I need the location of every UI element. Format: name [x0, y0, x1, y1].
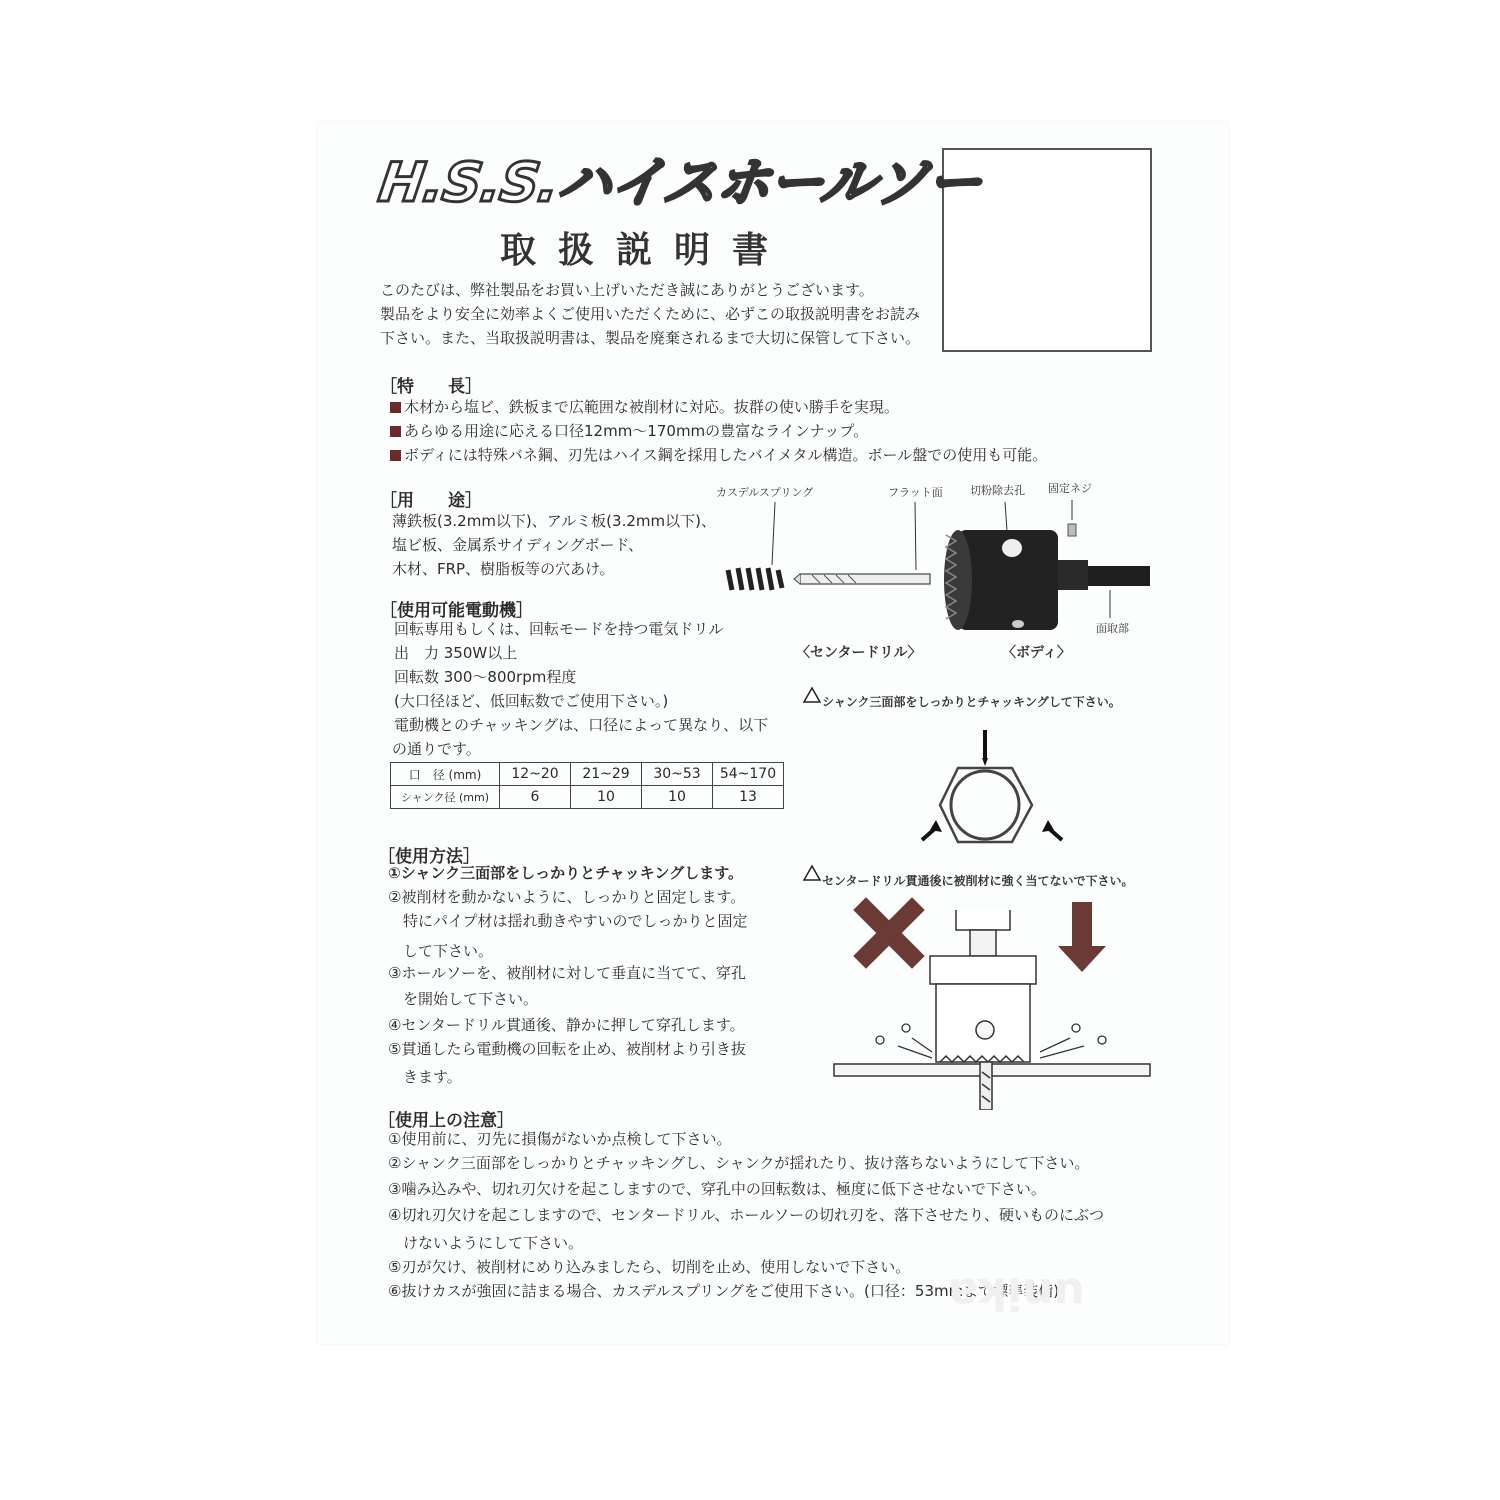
caption-center-drill: 〈センタードリル〉	[796, 645, 922, 661]
machine-line: の通りです。	[392, 740, 481, 758]
intro-line: 製品をより安全に効率よくご使用いただくために、必ずこの取扱説明書をお読み	[380, 305, 921, 323]
machine-line: 回転専用もしくは、回転モードを持つ電気ドリル	[394, 620, 724, 638]
brand-logo-watermark: unika	[948, 1268, 1085, 1319]
method-line: ③ホールソーを、被削材に対して垂直に当てて、穿孔	[388, 964, 746, 982]
intro-line: 下さい。また、当取扱説明書は、製品を廃棄されるまで大切に保管して下さい。	[380, 329, 921, 347]
table-cell: 10	[642, 786, 713, 809]
label-spring: カスデルスプリング	[716, 486, 814, 499]
machine-line: (大口径ほど、低回転数でご使用下さい。)	[394, 692, 669, 710]
caution-line: けないようにして下さい。	[388, 1234, 584, 1252]
table-cell: 54~170	[713, 763, 784, 786]
usage-line: 塩ビ板、金属系サイディングボード、	[392, 536, 644, 554]
bullet-icon	[390, 402, 401, 413]
intro-line: このたびは、弊社製品をお買い上げいただき誠にありがとうございます。	[380, 281, 874, 299]
table-row-label: 口 径 (mm)	[391, 763, 500, 786]
machine-line: 回転数 300～800rpm程度	[394, 668, 577, 686]
machine-line: 出 力 350W以上	[394, 644, 518, 662]
bullet-icon	[390, 426, 401, 437]
table-cell: 30~53	[642, 763, 713, 786]
caution-line: ④切れ刃欠けを起こしますので、センタードリル、ホールソーの切れ刃を、落下させたり、硬いものにぶつ	[388, 1206, 1105, 1224]
method-line: を開始して下さい。	[388, 990, 539, 1008]
usage-line: 薄鉄板(3.2mm以下)、アルミ板(3.2mm以下)、	[392, 512, 716, 530]
warning-icon	[804, 688, 820, 702]
warning-icon	[804, 866, 820, 880]
warning-breakthrough: センタードリル貫通後に被削材に強く当てないで下さい。	[822, 874, 1134, 888]
table-cell: 21~29	[571, 763, 642, 786]
product-title: H.S.S.ハイスホールソー	[375, 151, 985, 214]
label-chip-hole: 切粉除去孔	[970, 484, 1025, 497]
method-line: きます。	[388, 1068, 462, 1086]
caution-line: ①使用前に、刃先に損傷がないか点検して下さい。	[388, 1130, 732, 1148]
label-set-screw: 固定ネジ	[1048, 482, 1092, 495]
usage-line: 木材、FRP、樹脂板等の穴あけ。	[392, 560, 615, 578]
method-line: ①シャンク三面部をしっかりとチャッキングします。	[388, 864, 744, 882]
table-row-label: シャンク径 (mm)	[391, 786, 500, 809]
label-chamfer: 面取部	[1096, 622, 1129, 635]
method-line: ④センタードリル貫通後、静かに押して穿孔します。	[388, 1016, 745, 1034]
document-subtitle: 取扱説明書	[500, 230, 791, 271]
method-line: ⑤貫通したら電動機の回転を止め、被削材より引き抜	[388, 1040, 746, 1058]
spring-icon	[728, 568, 782, 590]
method-line: して下さい。	[388, 942, 494, 960]
holesaw-body-icon	[944, 524, 1150, 630]
caution-line: ②シャンク三面部をしっかりとチャッキングし、シャンクが揺れたり、抜け落ちないようにして下さい。	[388, 1154, 1090, 1172]
bullet-icon	[390, 450, 401, 461]
usage-heading: ［用 途］	[380, 491, 482, 511]
features-heading: ［特 長］	[380, 377, 482, 397]
prohibited-x-icon	[866, 910, 912, 956]
method-heading: ［使用方法］	[378, 847, 480, 867]
label-flat: フラット面	[888, 486, 943, 499]
machine-line: 電動機とのチャッキングは、口径によって異なり、以下	[394, 716, 769, 734]
feature-item: あらゆる用途に応える口径12mm～170mmの豊富なラインナップ。	[390, 424, 868, 439]
holesaw-diagram	[700, 490, 1170, 1110]
method-line: 特にパイプ材は揺れ動きやすいのでしっかりと固定	[388, 912, 748, 930]
caution-line: ⑥抜けカスが強固に詰まる場合、カスデルスプリングをご使用下さい。(口径：53mmまで標準装備)	[388, 1282, 1060, 1300]
table-cell: 13	[713, 786, 784, 809]
caution-line: ⑤刃が欠け、被削材にめり込みましたら、切削を止め、使用しないで下さい。	[388, 1258, 911, 1276]
table-cell: 12~20	[500, 763, 571, 786]
method-line: ②被削材を動かないように、しっかりと固定します。	[388, 888, 746, 906]
feature-item: ボディには特殊バネ鋼、刃先はハイス鋼を採用したバイメタル構造。ボール盤での使用も可能。	[390, 448, 1047, 463]
shank-hexagon-icon	[940, 768, 1032, 842]
feature-item: 木材から塩ビ、鉄板まで広範囲な被削材に対応。抜群の使い勝手を実現。	[390, 400, 899, 415]
caution-line: ③噛み込みや、切れ刃欠けを起こしますので、穿孔中の回転数は、極度に低下させないで下さい。	[388, 1180, 1046, 1198]
table-cell: 6	[500, 786, 571, 809]
warning-chucking: シャンク三面部をしっかりとチャッキングして下さい。	[822, 695, 1121, 709]
machines-heading: ［使用可能電動機］	[380, 601, 533, 621]
caption-body: 〈ボディ〉	[1002, 645, 1071, 661]
center-drill-icon	[794, 574, 930, 584]
table-cell: 10	[571, 786, 642, 809]
down-arrow-icon	[1058, 902, 1106, 972]
cautions-heading: ［使用上の注意］	[378, 1111, 514, 1131]
